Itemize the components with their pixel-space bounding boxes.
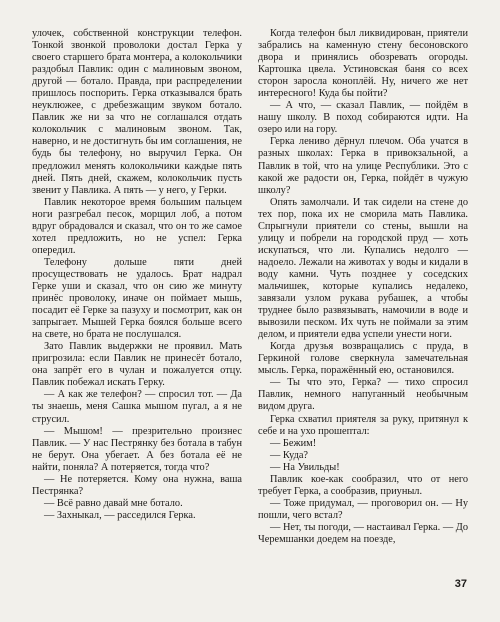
- paragraph: улочек, собственной конструкции телефон. Тонкой звонкой проволоки достал Герка у своего старшего брата монтера, а колокольчики раздобыл Павлик: один с малиновым звоном, другой — ботало. Правда, при распределении пришлось поспорить. Герка отказывался брать неуклюжее, с дребезжащим звуком ботало. Павлик же ни за что не соглашался отдать колокольчик с малиновым звоном. Так, наверно, и не достигнуть бы им соглашения, не будь бы телефону, но выручил Герка. Он предложил менять колокольчики каждые пять дней. Пять дней, скажем, колокольчик пусть звенит у Павлика. А пять — у него, у Герки.: [32, 28, 242, 196]
- paragraph: Павлик некоторое время большим пальцем ноги разгребал песок, морщил лоб, а потом вдруг обрадовался и сказал, что он то же самое хотел предложить, но не успел: Герка опередил.: [32, 196, 242, 256]
- page-number: 37: [454, 578, 467, 590]
- paragraph: — Мышом! — презрительно произнес Павлик. — У нас Пестрянку без ботала в табун не берут. Она убегает. А без ботала её не найти, поняла? А потеряется, тогда что?: [32, 425, 242, 473]
- paragraph: — Захныкал, — расседился Герка.: [44, 509, 196, 521]
- paragraph: — А как же телефон? — спросил тот. — Да ты знаешь, меня Сашка мышом пугал, а я не струсил.: [32, 389, 242, 425]
- paragraph: — Не потеряется. Кому она нужна, ваша Пестрянка?: [32, 473, 242, 497]
- paragraph: Когда телефон был ликвидирован, приятели забрались на каменную стену бесоновского двора и принялись обозревать огороды. Картошка цвела. Устиновская баня со всех сторон заросла коноплёй. Ну, ничего же нет интересного! Куда бы пойти?: [258, 28, 468, 100]
- paragraph: — Ты что это, Герка? — тихо спросил Павлик, немного напуганный необычным видом друга.: [258, 377, 468, 413]
- paragraph: — Всё равно давай мне ботало.: [44, 497, 183, 509]
- paragraph: Павлик кое-как сообразил, что от него требует Герка, а сообразив, приуныл.: [258, 473, 468, 497]
- paragraph: — На Увильды!: [270, 461, 340, 473]
- paragraph: Герка схватил приятеля за руку, притянул к себе и на ухо прошептал:: [258, 413, 468, 437]
- right-text-column: [258, 28, 468, 546]
- paragraph: — Нет, ты погоди, — настаивал Герка. — До Черемшанки доедем на поезде,: [258, 521, 468, 545]
- paragraph: Зато Павлик выдержки не проявил. Мать пригрозила: если Павлик не принесёт ботало, она запрёт его в чулан и пожалуется отцу. Павлик побежал искать Герку.: [32, 341, 242, 389]
- paragraph: — Бежим!: [270, 437, 317, 449]
- left-text-column: [32, 28, 242, 522]
- paragraph: Опять замолчали. И так сидели на стене до тех пор, пока их не сморила мать Павлика. Спрыгнули приятели со стены, вышли на улицу и побрели на городской пруд — хоть искупаться, что ли. Купались недолго — надоело. Лежали на животах у воды и кидали в воду камни. Чуть позднее у соседских мальчишек, которые купались недалеко, завязали узлом рукава рубашек, а чтобы труднее было развязывать, намочили в воде и вывозили песком. Их чуть не поймали за этим делом, и приятели едва успели унести ноги.: [258, 196, 468, 341]
- paragraph: — Тоже придумал, — проговорил он. — Ну пошли, чего встал?: [258, 497, 468, 521]
- paragraph: — Куда?: [270, 449, 309, 461]
- paragraph: Когда друзья возвращались с пруда, в Геркиной голове сверкнула замечательная мысль. Герка, поражённый ею, остановился.: [258, 341, 468, 377]
- paragraph: Телефону дольше пяти дней просуществовать не удалось. Брат надрал Герке уши и сказал, что он сию же минуту принёс проволоку, иначе он поймает мышь, посадит её Герке за пазуху и посмотрит, как он запрыгает. Мышей Герка боялся больше всего на свете, но брата не послушался.: [32, 256, 242, 341]
- paragraph: — А что, — сказал Павлик, — пойдём в нашу школу. В поход собираются идти. На озеро или на гору.: [258, 100, 468, 136]
- paragraph: Герка лениво дёрнул плечом. Оба учатся в разных школах: Герка в привокзальной, а Павлик в той, что на улице Республики. Это с какой же радости он, Герка, пойдёт в чужую школу?: [258, 136, 468, 196]
